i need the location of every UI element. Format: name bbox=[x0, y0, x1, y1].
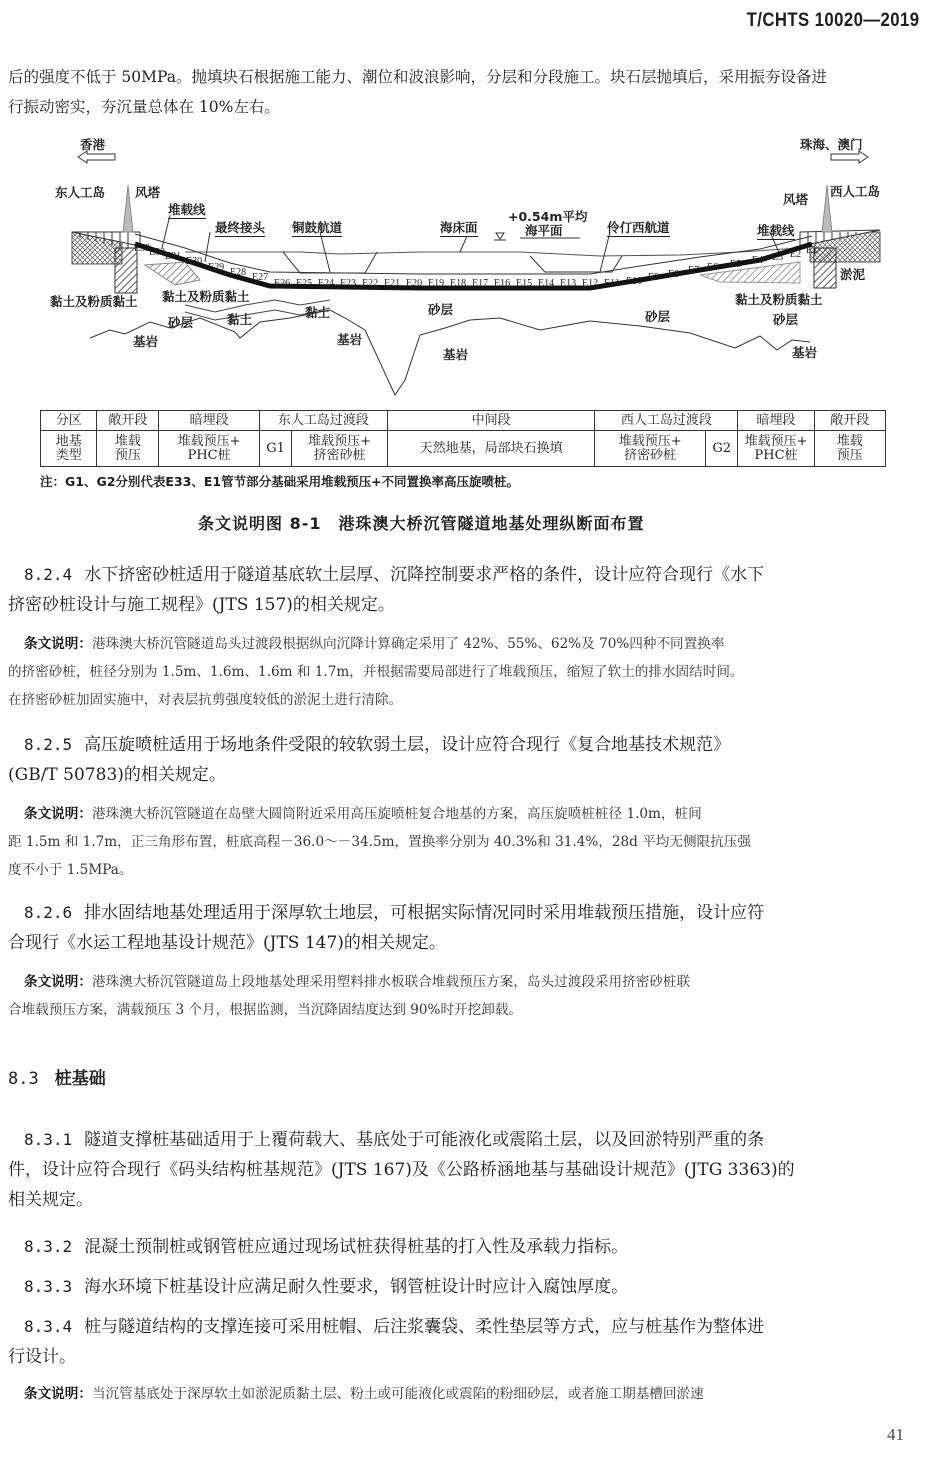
sand-layer-label: 砂层 bbox=[168, 315, 194, 330]
table-cell: G2 bbox=[705, 431, 738, 467]
clause-8-3-2 bbox=[8, 1232, 923, 1262]
segment-label: E24 bbox=[318, 278, 335, 289]
segment-label: E27 bbox=[252, 272, 269, 283]
clause-number: 8.3.2 bbox=[24, 1237, 73, 1256]
table-cell: 敞开段 bbox=[814, 411, 885, 431]
direction-right-label: 珠海、澳门 bbox=[800, 137, 863, 152]
page-number: 41 bbox=[887, 1425, 904, 1444]
clay-label: 黏土 bbox=[227, 312, 253, 327]
segment-label: E23 bbox=[340, 278, 357, 289]
table-cell: 分区 bbox=[41, 411, 97, 431]
segment-label: E31 bbox=[165, 251, 182, 262]
table-cell: 暗埋段 bbox=[738, 411, 814, 431]
sand-layer-label: 砂层 bbox=[773, 312, 799, 327]
clause-8-2-4 bbox=[8, 560, 923, 620]
segment-label: E16 bbox=[494, 278, 511, 289]
clause-8-3-3 bbox=[8, 1272, 923, 1302]
table-cell: 堆载预压+ 挤密砂桩 bbox=[292, 431, 388, 467]
tunnel-profile-figure bbox=[0, 125, 929, 405]
segment-label: E15 bbox=[516, 278, 533, 289]
bedrock-label: 基岩 bbox=[443, 347, 469, 362]
segment-label: E21 bbox=[384, 278, 401, 289]
wind-tower-left-label: 风塔 bbox=[135, 185, 161, 200]
segment-label: E13 bbox=[560, 278, 577, 289]
table-cell: 堆载预压+ PHC桩 bbox=[738, 431, 814, 467]
segment-label: E7 bbox=[688, 265, 700, 276]
clause-text: 隧道支撑桩基础适用于上覆荷载大、基底处于可能液化或震陷土层，以及回淤特别严重的条 bbox=[84, 1130, 765, 1150]
segment-label: E19 bbox=[428, 278, 445, 289]
explanation-label: 条文说明： bbox=[24, 1386, 92, 1402]
segment-label: E28 bbox=[230, 267, 247, 278]
explanation-8-3-4 bbox=[8, 1380, 923, 1408]
table-cell: 暗埋段 bbox=[159, 411, 259, 431]
segment-label: E32 bbox=[149, 247, 166, 258]
table-cell: 东人工岛过渡段 bbox=[259, 411, 387, 431]
surcharge-line-left-label: 堆载线 bbox=[168, 202, 206, 217]
foundation-zone-table bbox=[40, 410, 886, 467]
explanation-text: 度不小于 1.5MPa。 bbox=[8, 862, 133, 878]
clay-silty-label: 黏土及粉质黏土 bbox=[50, 294, 138, 309]
clause-number: 8.3.4 bbox=[24, 1317, 73, 1336]
segment-label: E10 bbox=[626, 276, 643, 287]
explanation-text: 港珠澳大桥沉管隧道在岛壁大圆筒附近采用高压旋喷桩复合地基的方案，高压旋喷桩桩径 1.0m，桩间 bbox=[91, 806, 702, 822]
explanation-label: 条文说明： bbox=[24, 636, 92, 652]
bedrock-label: 基岩 bbox=[133, 334, 159, 349]
clause-text: 高压旋喷桩适用于场地条件受限的较软弱土层，设计应符合现行《复合地基技术规范》 bbox=[84, 735, 731, 755]
clause-text: 件，设计应符合现行《码头结构桩基规范》(JTS 167)及《公路桥涵地基与基础设计规范》(JTG 3363)的 bbox=[8, 1160, 795, 1180]
clay-label: 黏土 bbox=[305, 305, 331, 320]
msl-label-2: 海平面 bbox=[525, 223, 563, 238]
table-cell: 中间段 bbox=[387, 411, 595, 431]
clause-number: 8.3.3 bbox=[24, 1277, 73, 1296]
clause-text: 排水固结地基处理适用于深厚软土地层，可根据实际情况同时采用堆载预压措施，设计应符 bbox=[84, 903, 765, 923]
clause-text: 相关规定。 bbox=[8, 1190, 93, 1210]
segment-label: E3 bbox=[772, 252, 784, 263]
figure-note: 注：G1、G2分别代表E33、E1管节部分基础采用堆载预压+不同置换率高压旋喷桩。 bbox=[40, 474, 520, 489]
segment-label: E12 bbox=[582, 278, 599, 289]
explanation-8-2-6 bbox=[8, 968, 923, 1024]
clause-number: 8.2.6 bbox=[24, 903, 73, 922]
segment-label: E22 bbox=[362, 278, 379, 289]
silt-label: 淤泥 bbox=[840, 267, 866, 282]
segment-label: E2 bbox=[790, 249, 802, 260]
bedrock-label: 基岩 bbox=[792, 345, 818, 360]
clause-number: 8.3.1 bbox=[24, 1130, 73, 1149]
table-cell: 堆载预压+ PHC桩 bbox=[159, 431, 259, 467]
segment-label: E20 bbox=[406, 278, 423, 289]
standard-code: T/CHTS 10020—2019 bbox=[746, 10, 919, 31]
clay-silty-label: 黏土及粉质黏土 bbox=[735, 292, 823, 307]
explanation-text: 当沉管基底处于深厚软土如淤泥质黏土层、粉土或可能液化或震陷的粉细砂层，或者施工期基槽回淤速 bbox=[91, 1386, 704, 1402]
explanation-text: 的挤密砂桩，桩径分别为 1.5m、1.6m、1.6m 和 1.7m，并根据需要局部进行了堆载预压，缩短了软土的排水固结时间。 bbox=[8, 664, 744, 680]
explanation-8-2-5 bbox=[8, 800, 923, 884]
table-cell: 堆载预压+ 挤密砂桩 bbox=[595, 431, 706, 467]
segment-label: E25 bbox=[296, 278, 313, 289]
table-header-row bbox=[41, 411, 886, 431]
explanation-text: 合堆载预压方案，满载预压 3 个月，根据监测，当沉降固结度达到 90%时开挖卸载。 bbox=[8, 1002, 523, 1018]
explanation-text: 在挤密砂桩加固实施中，对表层抗剪强度较低的淤泥土进行清除。 bbox=[8, 692, 403, 708]
clause-text: 海水环境下桩基设计应满足耐久性要求，钢管桩设计时应计入腐蚀厚度。 bbox=[84, 1277, 629, 1297]
table-cell: 堆载 预压 bbox=[814, 431, 885, 467]
clause-text: 合现行《水运工程地基设计规范》(JTS 147)的相关规定。 bbox=[8, 933, 446, 953]
explanation-text: 港珠澳大桥沉管隧道岛头过渡段根据纵向沉降计算确定采用了 42%、55%、62%及 70%四种不同置换率 bbox=[91, 636, 725, 652]
segment-label: E18 bbox=[450, 278, 467, 289]
sand-layer-label: 砂层 bbox=[428, 302, 454, 317]
segment-label: E11 bbox=[604, 278, 620, 289]
clause-number: 8.2.4 bbox=[24, 565, 73, 584]
tonggu-channel-label: 铜鼓航道 bbox=[292, 220, 343, 235]
segment-label: E9 bbox=[648, 272, 660, 283]
explanation-text: 港珠澳大桥沉管隧道岛上段地基处理采用塑料排水板联合堆载预压方案，岛头过渡段采用挤密砂桩联 bbox=[91, 974, 691, 990]
final-joint-label: 最终接头 bbox=[215, 220, 266, 235]
segment-label: E26 bbox=[274, 278, 291, 289]
table-cell: 堆载 预压 bbox=[97, 431, 159, 467]
segment-label: E14 bbox=[538, 278, 555, 289]
surcharge-line-right-label: 堆载线 bbox=[757, 223, 795, 238]
wind-tower-right-label: 风塔 bbox=[783, 192, 809, 207]
sand-layer-label: 砂层 bbox=[645, 309, 671, 324]
lingding-channel-label: 伶仃西航道 bbox=[607, 220, 670, 235]
text-line: 行振动密实，夯沉量总体在 10%左右。 bbox=[8, 98, 280, 116]
section-title: 桩基础 bbox=[54, 1069, 106, 1089]
segment-label: E1 bbox=[806, 245, 818, 256]
segment-label: E5 bbox=[730, 259, 742, 270]
explanation-label: 条文说明： bbox=[24, 806, 92, 822]
clause-8-2-6 bbox=[8, 898, 923, 958]
msl-label-1: +0.54m平均 bbox=[508, 209, 588, 224]
east-island-label: 东人工岛 bbox=[55, 185, 106, 200]
clause-text: (GB/T 50783)的相关规定。 bbox=[8, 765, 226, 785]
intro-paragraph bbox=[8, 62, 923, 122]
table-cell: 西人工岛过渡段 bbox=[595, 411, 738, 431]
segment-label: E29 bbox=[208, 262, 225, 273]
segment-label: E30 bbox=[186, 256, 203, 267]
segment-label: E4 bbox=[752, 255, 764, 266]
table-cell: 天然地基，局部块石换填 bbox=[387, 431, 595, 467]
figure-caption: 条文说明图 8-1 港珠澳大桥沉管隧道地基处理纵断面布置 bbox=[198, 514, 645, 533]
section-heading-8-3 bbox=[8, 1064, 106, 1089]
clause-8-3-1 bbox=[8, 1125, 923, 1215]
explanation-label: 条文说明： bbox=[24, 974, 92, 990]
table-cell: 地基 类型 bbox=[41, 431, 97, 467]
segment-label: E8 bbox=[668, 269, 680, 280]
clause-text: 桩与隧道结构的支撑连接可采用桩帽、后注浆囊袋、柔性垫层等方式，应与桩基作为整体进 bbox=[84, 1317, 765, 1337]
clause-number: 8.2.5 bbox=[24, 735, 73, 754]
clause-text: 水下挤密砂桩适用于隧道基底软土层厚、沉降控制要求严格的条件，设计应符合现行《水下 bbox=[84, 565, 765, 585]
table-row bbox=[41, 431, 886, 467]
west-island-label: 西人工岛 bbox=[830, 184, 881, 199]
clay-silty-label: 黏土及粉质黏土 bbox=[162, 289, 250, 304]
table-cell: G1 bbox=[259, 431, 292, 467]
seabed-label: 海床面 bbox=[440, 220, 478, 235]
text-line: 后的强度不低于 50MPa。抛填块石根据施工能力、潮位和波浪影响，分层和分段施工。块石层抛填后，采用振夯设备进 bbox=[8, 68, 827, 86]
bedrock-label: 基岩 bbox=[337, 332, 363, 347]
tunnel-profile-drawing bbox=[0, 125, 929, 405]
clause-text: 混凝土预制桩或钢管桩应通过现场试桩获得桩基的打入性及承载力指标。 bbox=[84, 1237, 629, 1257]
clause-text: 行设计。 bbox=[8, 1347, 76, 1367]
segment-label: E33 bbox=[134, 243, 151, 254]
explanation-text: 距 1.5m 和 1.7m，正三角形布置，桩底高程－36.0～－34.5m，置换率分别为 40.3%和 31.4%，28d 平均无侧限抗压强 bbox=[8, 834, 751, 850]
clause-text: 挤密砂桩设计与施工规程》(JTS 157)的相关规定。 bbox=[8, 595, 395, 615]
table-cell: 敞开段 bbox=[97, 411, 159, 431]
clause-8-3-4 bbox=[8, 1312, 923, 1372]
direction-left-label: 香港 bbox=[80, 137, 106, 152]
segment-label: E6 bbox=[707, 262, 719, 273]
clause-8-2-5 bbox=[8, 730, 923, 790]
segment-label: E17 bbox=[472, 278, 489, 289]
section-number: 8.3 bbox=[8, 1069, 39, 1089]
explanation-8-2-4 bbox=[8, 630, 923, 714]
